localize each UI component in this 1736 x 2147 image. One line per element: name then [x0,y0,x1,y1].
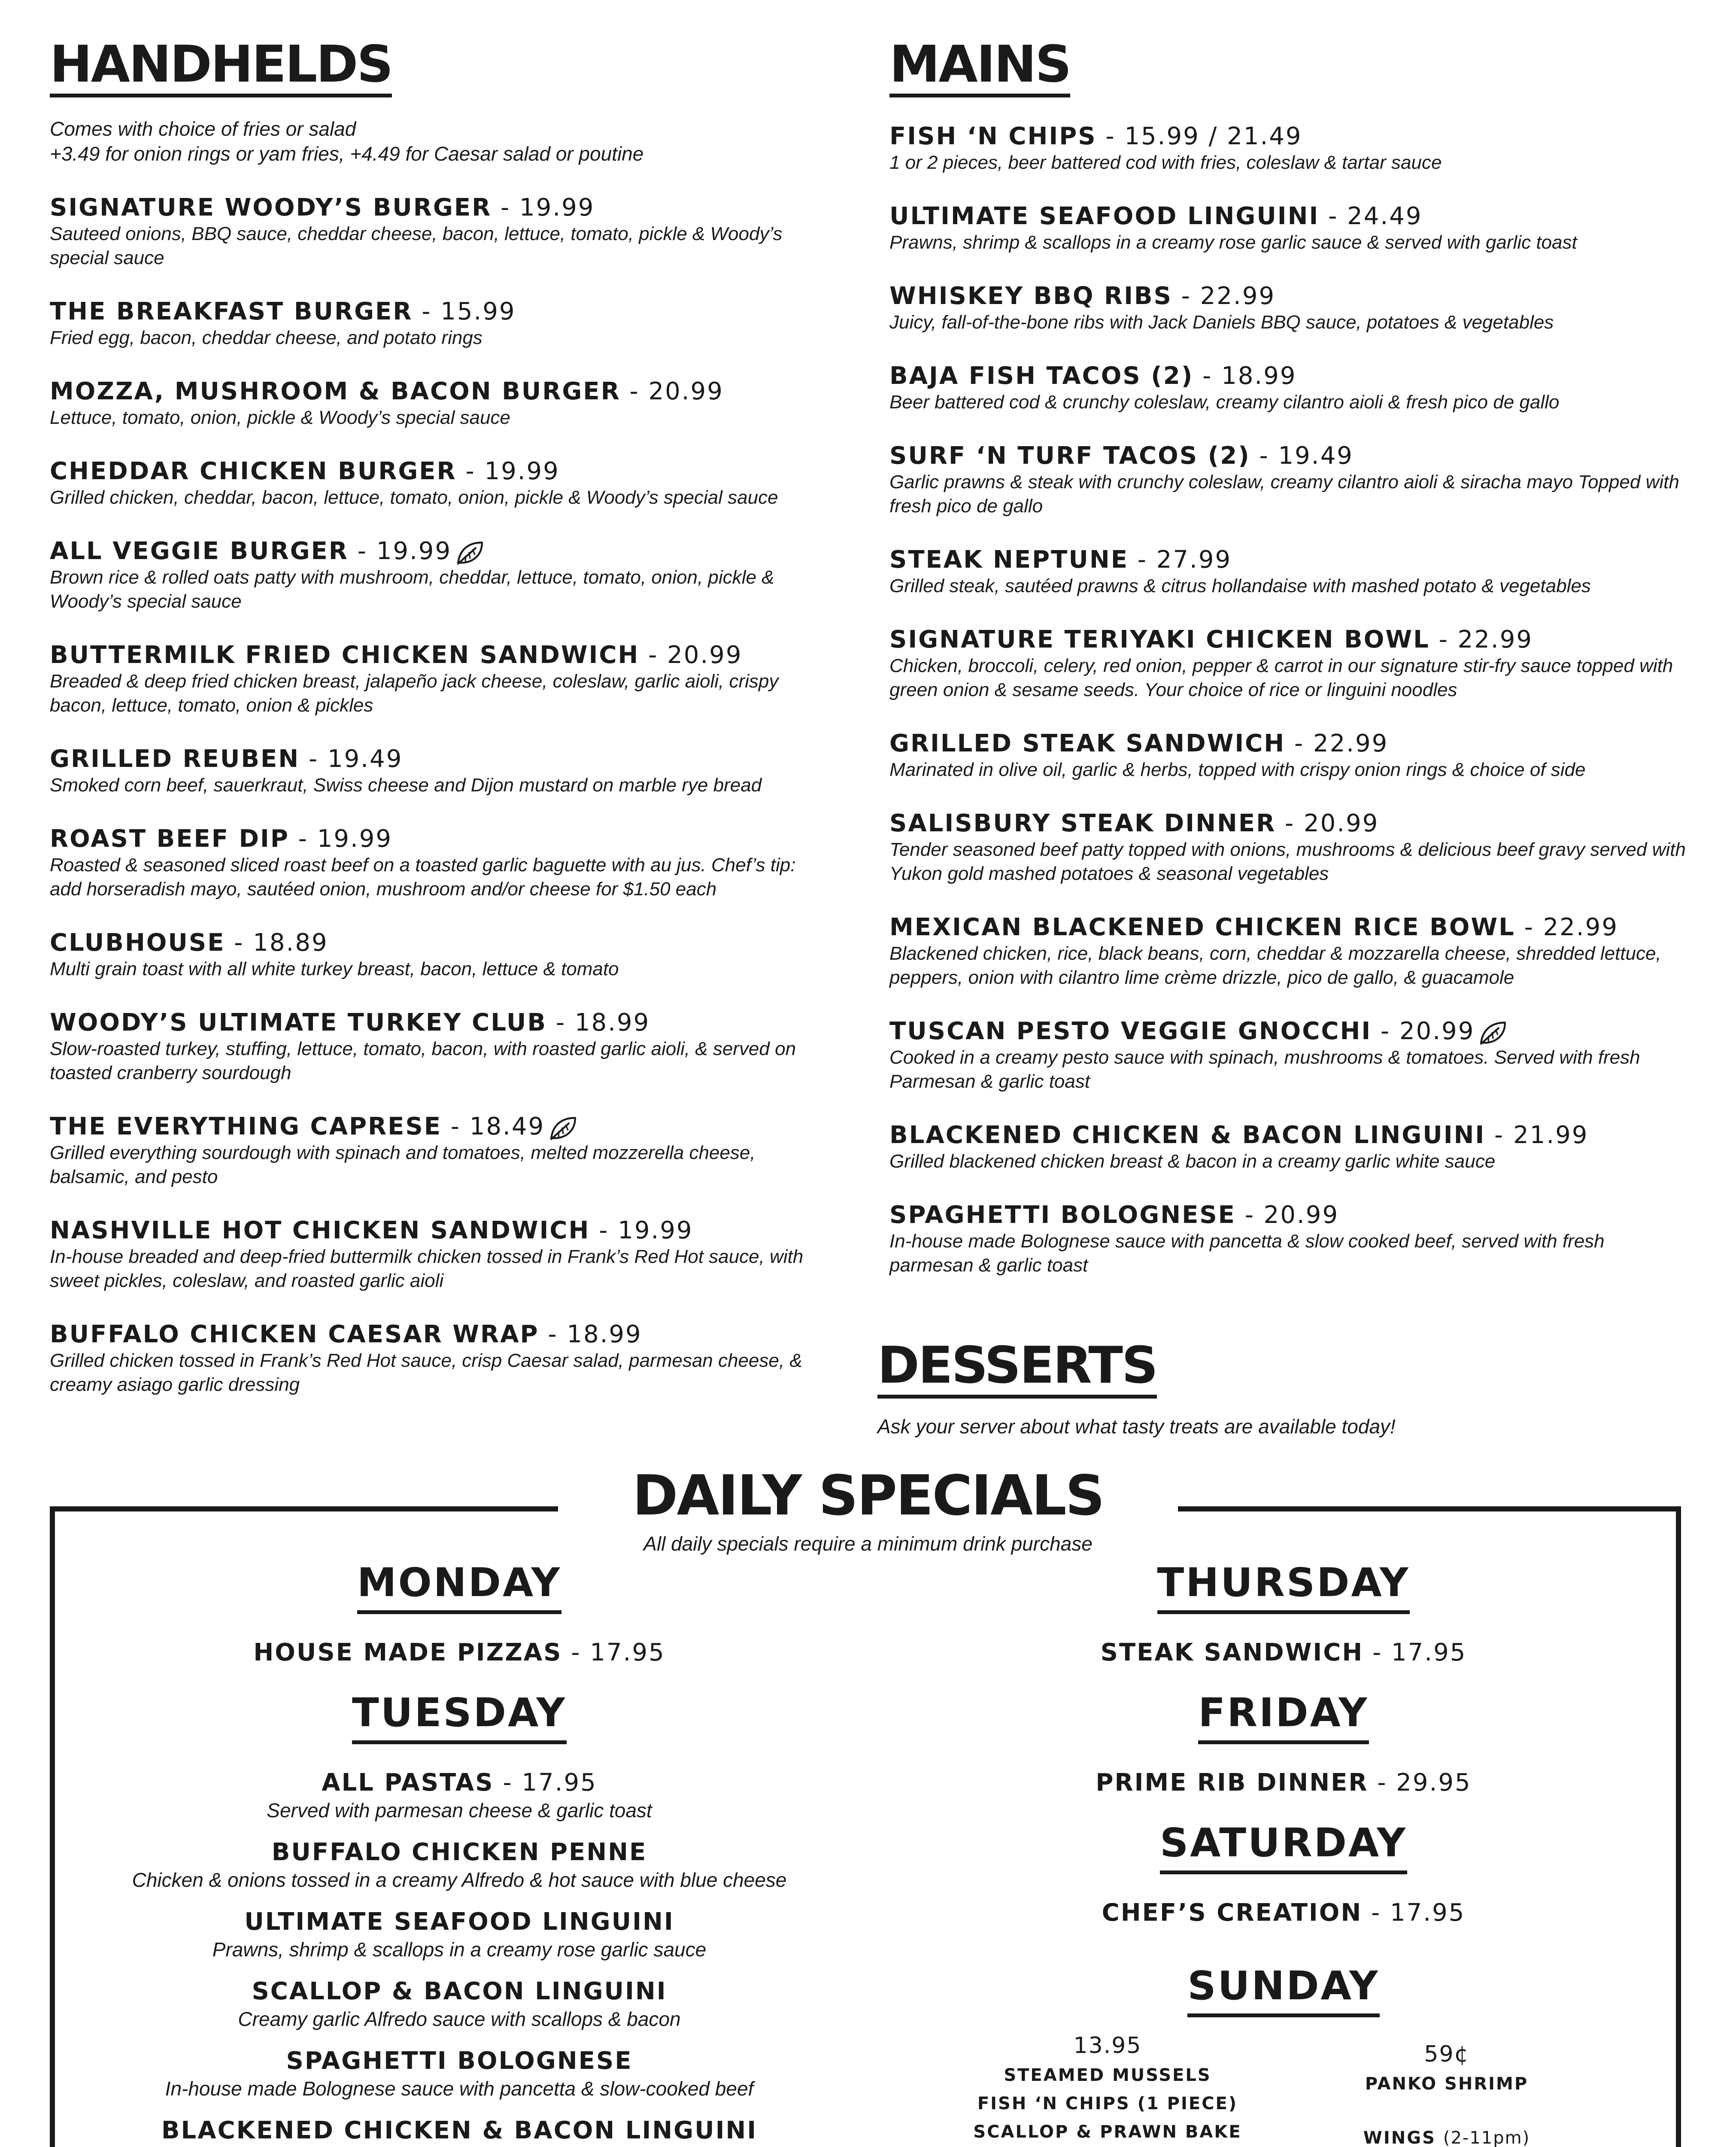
handhelds-item-price: 19.99 [519,194,595,222]
mains-item-price: 18.99 [1221,362,1297,390]
desserts-note: Ask your server about what tasty treats are available today! [877,1415,1396,1438]
day-title-sunday: SUNDAY [1187,1966,1379,2017]
handhelds-item-separator: - [539,1320,567,1348]
handhelds-item-header [50,194,831,222]
desserts-title: DESSERTS [877,1340,1157,1399]
handhelds-item [50,377,831,430]
handhelds-item-name: CHEDDAR CHICKEN BURGER [50,457,457,485]
special-item-separator: - [562,1639,590,1667]
mains-item-description: In-house made Bolognese sauce with pancetta & slow cooked beef, served with fresh parmesan & garlic toast [889,1231,1605,1276]
special-item-name: PRIME RIB DINNER [1096,1769,1369,1797]
mains-item-header [889,730,1688,758]
special-item-name: BLACKENED CHICKEN & BACON LINGUINI [161,2117,758,2144]
handhelds-item-name: THE BREAKFAST BURGER [50,298,413,325]
special-item [77,1768,841,1823]
mains-item-description: 1 or 2 pieces, beer battered cod with fries, coleslaw & tartar sauce [889,152,1442,173]
special-item-price: 17.95 [522,1769,597,1797]
handhelds-item-price: 18.99 [574,1009,650,1037]
day-title-friday: FRIDAY [1198,1693,1369,1744]
handhelds-item-price: 19.99 [376,537,452,565]
sunday-seafood-item: STEAMED MUSSELS [1004,2065,1211,2085]
mains-item-separator: - [1128,546,1156,574]
day-title-monday: MONDAY [357,1563,561,1614]
mains-item-header [889,626,1688,654]
special-item-header [919,1638,1648,1667]
specials-left-column [77,1560,841,2147]
handhelds-item [50,457,831,510]
handhelds-item-price: 18.49 [469,1113,545,1140]
handhelds-item-separator: - [590,1216,618,1244]
mains-item-price: 22.99 [1313,730,1389,757]
specials-right-column [919,1560,1648,2147]
mains-item-name: SIGNATURE TERIYAKI CHICKEN BOWL [889,626,1430,654]
mains-section [889,34,1688,1277]
sunday-wings-label: WINGS [1363,2128,1436,2147]
sunday-seafood-price: 13.95 [1073,2033,1142,2059]
special-item-description: Served with parmesan cheese & garlic toast [267,1799,652,1822]
handhelds-item-header [50,641,831,669]
special-item-separator: - [1368,1769,1396,1797]
handhelds-item-name: BUTTERMILK FRIED CHICKEN SANDWICH [50,641,640,669]
mains-item [889,1017,1688,1094]
special-item [77,1977,841,2032]
handhelds-item-separator: - [456,457,485,485]
special-item-header [919,1898,1648,1928]
mains-item-name: WHISKEY BBQ RIBS [889,282,1172,310]
mains-item-header [889,1201,1688,1229]
mains-item [889,1201,1688,1277]
special-item-price: 29.95 [1396,1769,1472,1797]
special-item-price: 17.95 [590,1639,665,1667]
mains-item-header [889,1121,1688,1150]
special-item-header [77,1838,841,1867]
special-item-name: ALL PASTAS [322,1769,494,1797]
handhelds-item-description: Grilled chicken, cheddar, bacon, lettuce, tomato, onion, pickle & Woody’s special sauce [50,487,778,508]
handhelds-item-separator: - [300,745,328,773]
special-item-description: In-house made Bolognese sauce with pancetta & slow-cooked beef [165,2077,754,2100]
special-item [919,1768,1648,1797]
handhelds-item-separator: - [492,194,520,222]
handhelds-item-description: Grilled everything sourdough with spinach and tomatoes, melted mozzerella cheese, balsamic, and pesto [50,1142,756,1187]
mains-item-price: 27.99 [1156,546,1232,574]
handhelds-item [50,1216,831,1293]
mains-item-separator: - [1515,913,1543,941]
special-item [77,1638,841,1667]
handhelds-item [50,929,831,981]
mains-item-name: ULTIMATE SEAFOOD LINGUINI [889,202,1320,230]
handhelds-item-header [50,1113,831,1141]
special-item-name: SCALLOP & BACON LINGUINI [252,1977,667,2005]
special-item-separator: - [1363,1639,1392,1667]
sunday-wings-note: (2-11pm) [1443,2128,1530,2147]
mains-item-description: Grilled blackened chicken breast & bacon in a creamy garlic white sauce [889,1151,1496,1172]
special-item-separator: - [1362,1899,1390,1927]
special-item-name: HOUSE MADE PIZZAS [253,1639,562,1667]
special-item-name: SPAGHETTI BOLOGNESE [286,2047,633,2075]
mains-item-description: Prawns, shrimp & scallops in a creamy rose garlic sauce & served with garlic toast [889,232,1577,253]
handhelds-intro-line2: +3.49 for onion rings or yam fries, +4.49 for Caesar salad or poutine [50,143,644,165]
handhelds-item-price: 20.99 [667,641,743,669]
special-item-header [77,1977,841,2006]
mains-item-header [889,546,1688,574]
special-item-description: Prawns, shrimp & scallops in a creamy rose garlic sauce [212,1938,707,1961]
handhelds-item-header [50,825,831,853]
handhelds-item-separator: - [413,298,441,325]
special-item-description: Chicken & onions tossed in a creamy Alfredo & hot sauce with blue cheese [132,1869,787,1891]
sunday-extras-price: 59¢ [1424,2041,1469,2067]
handhelds-item-description: Brown rice & rolled oats patty with mushroom, cheddar, lettuce, tomato, onion, pickle & Woody’s special sauce [50,567,774,612]
day-title-saturday: SATURDAY [1160,1823,1407,1874]
handhelds-item-separator: - [620,377,649,405]
mains-item-description: Beer battered cod & crunchy coleslaw, creamy cilantro aioli & fresh pico de gallo [889,392,1560,413]
special-item-name: ULTIMATE SEAFOOD LINGUINI [244,1908,674,1936]
handhelds-item-name: ROAST BEEF DIP [50,825,289,853]
handhelds-item [50,641,831,718]
leaf-icon [1478,1020,1508,1046]
desserts-section [877,1335,1693,1439]
mains-item-header [889,913,1688,942]
handhelds-item [50,1320,831,1397]
day-title-thursday: THURSDAY [1157,1563,1410,1614]
handhelds-item [50,1113,831,1189]
mains-item [889,1121,1688,1174]
handhelds-item-header [50,1216,831,1245]
handhelds-item-description: Fried egg, bacon, cheddar cheese, and potato rings [50,327,483,348]
handhelds-item-description: Slow-roasted turkey, stuffing, lettuce, tomato, bacon, with roasted garlic aioli, & served on toasted cranberry sourdough [50,1038,796,1083]
handhelds-item-name: WOODY’S ULTIMATE TURKEY CLUB [50,1009,547,1037]
mains-item [889,442,1688,518]
special-item [77,2116,841,2147]
handhelds-item-price: 19.99 [484,457,560,485]
handhelds-item-header [50,377,831,406]
handhelds-item-header [50,298,831,326]
mains-item-name: BAJA FISH TACOS (2) [889,362,1194,390]
handhelds-item-description: Smoked corn beef, sauerkraut, Swiss cheese and Dijon mustard on marble rye bread [50,775,762,796]
sunday-seafood-item: FISH ‘N CHIPS (1 PIECE) [977,2094,1238,2114]
mains-item-separator: - [1319,202,1348,230]
mains-item-name: MEXICAN BLACKENED CHICKEN RICE BOWL [889,913,1515,941]
mains-item [889,809,1688,886]
sunday-wings [1271,2124,1623,2147]
special-item-header [77,1638,841,1667]
handhelds-item-name: MOZZA, MUSHROOM & BACON BURGER [50,377,621,405]
special-item [77,1907,841,1962]
mains-item-price: 20.99 [1304,809,1379,837]
handhelds-item-description: Grilled chicken tossed in Frank’s Red Hot sauce, crisp Caesar salad, parmesan cheese, & creamy asiago garlic dressing [50,1350,802,1395]
special-item [77,1838,841,1893]
mains-item-separator: - [1285,730,1313,757]
mains-item-price: 22.99 [1200,282,1276,310]
handhelds-item-price: 18.99 [567,1320,642,1348]
mains-item-name: SALISBURY STEAK DINNER [889,809,1276,837]
mains-item-price: 19.49 [1278,442,1354,470]
special-item [919,1638,1648,1667]
mains-item-description: Cooked in a creamy pesto sauce with spinach, mushrooms & tomatoes. Served with fresh Parmesan & garlic toast [889,1047,1640,1092]
handhelds-item-description: Lettuce, tomato, onion, pickle & Woody’s special sauce [50,407,510,428]
mains-item-header [889,442,1688,470]
handhelds-item-price: 20.99 [648,377,724,405]
sunday-seafood-list [944,2030,1271,2147]
handhelds-item-separator: - [225,929,253,957]
sunday-seafood-item: SCALLOP & PRAWN BAKE [973,2122,1242,2142]
handhelds-list [50,194,831,1397]
special-item-description [77,2145,841,2147]
handhelds-item-name: SIGNATURE WOODY’S BURGER [50,194,492,222]
mains-item-name: BLACKENED CHICKEN & BACON LINGUINI [889,1121,1486,1149]
handhelds-item-separator: - [639,641,668,669]
handhelds-item [50,1009,831,1085]
handhelds-item-price: 15.99 [440,298,516,325]
mains-item-separator: - [1372,1017,1399,1045]
special-item-header [77,1768,841,1797]
handhelds-item-price: 19.99 [618,1216,693,1244]
special-item-separator: - [494,1769,522,1797]
mains-item-header [889,362,1688,390]
mains-item-description: Marinated in olive oil, garlic & herbs, topped with crispy onion rings & choice of side [889,759,1586,780]
mains-item-description: Grilled steak, sautéed prawns & citrus hollandaise with mashed potato & vegetables [889,575,1591,596]
special-item-header [77,2116,841,2145]
daily-specials-note: All daily specials require a minimum drink purchase [643,1533,1093,1555]
mains-item-description: Tender seasoned beef patty topped with onions, mushrooms & delicious beef gravy served with Yukon gold mashed potatoes & seasonal vegetables [889,839,1686,884]
day-title-tuesday: TUESDAY [352,1693,567,1744]
handhelds-item [50,298,831,350]
mains-item-description: Juicy, fall-of-the-bone ribs with Jack Daniels BBQ sauce, potatoes & vegetables [889,312,1554,333]
handhelds-item-separator: - [441,1113,470,1140]
handhelds-item-description: Sauteed onions, BBQ sauce, cheddar cheese, bacon, lettuce, tomato, pickle & Woody’s special sauce [50,223,783,268]
mains-item-description: Blackened chicken, rice, black beans, corn, cheddar & mozzarella cheese, shredded lettuce, peppers, onion with cilantro lime crème drizzle, pico de gallo, & guacamole [889,943,1661,988]
mains-item-price: 24.49 [1347,202,1423,230]
special-item-price: 17.95 [1390,1899,1466,1927]
mains-item [889,282,1688,335]
mains-item-separator: - [1235,1201,1264,1229]
handhelds-item-header [50,1009,831,1037]
mains-item-header [889,122,1688,151]
special-item-header [77,1907,841,1937]
daily-specials-title: DAILY SPECIALS [632,1464,1104,1528]
handhelds-item-description: Multi grain toast with all white turkey breast, bacon, lettuce & tomato [50,958,619,979]
day-saturday [919,1820,1648,1928]
handhelds-section [50,34,831,1397]
mains-item-name: SURF ‘N TURF TACOS (2) [889,442,1250,470]
handhelds-item-name: GRILLED REUBEN [50,745,300,773]
mains-item-price: 15.99 / 21.49 [1124,122,1302,150]
mains-item-header [889,1017,1688,1046]
handhelds-item-price: 18.89 [253,929,328,957]
mains-item-header [889,809,1688,838]
handhelds-item-price: 19.49 [328,745,403,773]
sunday-grid [919,2030,1648,2147]
mains-item-name: GRILLED STEAK SANDWICH [889,730,1286,757]
special-item-header [919,1768,1648,1797]
handhelds-item-description: In-house breaded and deep-fried buttermilk chicken tossed in Frank’s Red Hot sauce, with sweet pickles, coleslaw, and roasted garlic aioli [50,1246,804,1291]
mains-item-separator: - [1193,362,1222,390]
special-item-description: Creamy garlic Alfredo sauce with scallops & bacon [238,2008,681,2030]
mains-item-separator: - [1276,809,1304,837]
mains-item-price: 22.99 [1543,913,1618,941]
mains-item-separator: - [1250,442,1278,470]
sunday-extras [1271,2030,1623,2147]
special-item-name: CHEF’S CREATION [1102,1899,1363,1927]
mains-item-separator: - [1429,626,1458,654]
handhelds-item [50,194,831,270]
mains-item-header [889,202,1688,231]
handhelds-item [50,825,831,901]
handhelds-item-header [50,745,831,773]
mains-item [889,626,1688,702]
handhelds-item-separator: - [547,1009,575,1037]
day-monday [77,1560,841,1667]
mains-item [889,362,1688,414]
mains-item-name: FISH ‘N CHIPS [889,122,1097,150]
handhelds-intro [50,116,831,166]
mains-item-description: Chicken, broccoli, celery, red onion, pepper & carrot in our signature stir-fry sauce topped with green onion & sesame seeds. Your choice of rice or linguini noodles [889,655,1673,700]
handhelds-item [50,537,831,614]
mains-item-price: 21.99 [1513,1121,1589,1149]
handhelds-item-price: 19.99 [317,825,393,853]
handhelds-item-description: Breaded & deep fried chicken breast, jalapeño jack cheese, coleslaw, garlic aioli, crispy bacon, lettuce, tomato, onion & pickles [50,671,779,716]
mains-item-name: TUSCAN PESTO VEGGIE GNOCCHI [889,1017,1372,1045]
handhelds-item-separator: - [348,537,376,565]
mains-item-name: SPAGHETTI BOLOGNESE [889,1201,1236,1229]
mains-item [889,202,1688,255]
handhelds-item-name: ALL VEGGIE BURGER [50,537,349,565]
special-item-price: 17.95 [1391,1639,1467,1667]
special-item [919,1898,1648,1928]
handhelds-item-header [50,1320,831,1349]
mains-list [889,122,1688,1277]
mains-item [889,730,1688,782]
handhelds-title: HANDHELDS [50,39,392,97]
mains-item-description: Garlic prawns & steak with crunchy coleslaw, creamy cilantro aioli & siracha mayo Topped with fresh pico de gallo [889,471,1679,517]
handhelds-item-description: Roasted & seasoned sliced roast beef on a toasted garlic baguette with au jus. Chef’s tip: add horseradish mayo, sautéed onion, mushroom and/or cheese for $1.50 each [50,855,796,900]
special-item-header [77,2047,841,2076]
mains-item-price: 22.99 [1457,626,1533,654]
special-item-name: BUFFALO CHICKEN PENNE [271,1838,647,1866]
mains-item-separator: - [1485,1121,1514,1149]
handhelds-item-header [50,537,831,566]
mains-item-price: 20.99 [1399,1017,1475,1045]
handhelds-item-name: BUFFALO CHICKEN CAESAR WRAP [50,1320,539,1348]
day-friday [919,1690,1648,1797]
day-sunday [919,1963,1648,2147]
special-item-name: STEAK SANDWICH [1100,1639,1364,1667]
day-tuesday [77,1690,841,2147]
handhelds-item [50,745,831,797]
mains-item-name: STEAK NEPTUNE [889,546,1129,574]
special-item [77,2047,841,2101]
handhelds-item-header [50,929,831,957]
handhelds-item-name: NASHVILLE HOT CHICKEN SANDWICH [50,1216,590,1244]
mains-item-price: 20.99 [1263,1201,1339,1229]
sunday-panko-shrimp: PANKO SHRIMP [1365,2074,1529,2094]
handhelds-item-name: THE EVERYTHING CAPRESE [50,1113,442,1140]
mains-item-header [889,282,1688,310]
handhelds-item-header [50,457,831,486]
mains-item [889,122,1688,175]
mains-item-separator: - [1172,282,1200,310]
leaf-icon [455,540,485,566]
mains-item-separator: - [1096,122,1125,150]
handhelds-intro-line1: Comes with choice of fries or salad [50,118,356,140]
sunday-seafood-items [944,2061,1271,2147]
day-thursday [919,1560,1648,1667]
mains-item [889,546,1688,598]
mains-title: MAINS [889,39,1070,97]
mains-item [889,913,1688,990]
handhelds-item-name: CLUBHOUSE [50,929,225,957]
handhelds-item-separator: - [289,825,317,853]
leaf-icon [548,1115,578,1141]
daily-specials-header [558,1464,1178,1555]
